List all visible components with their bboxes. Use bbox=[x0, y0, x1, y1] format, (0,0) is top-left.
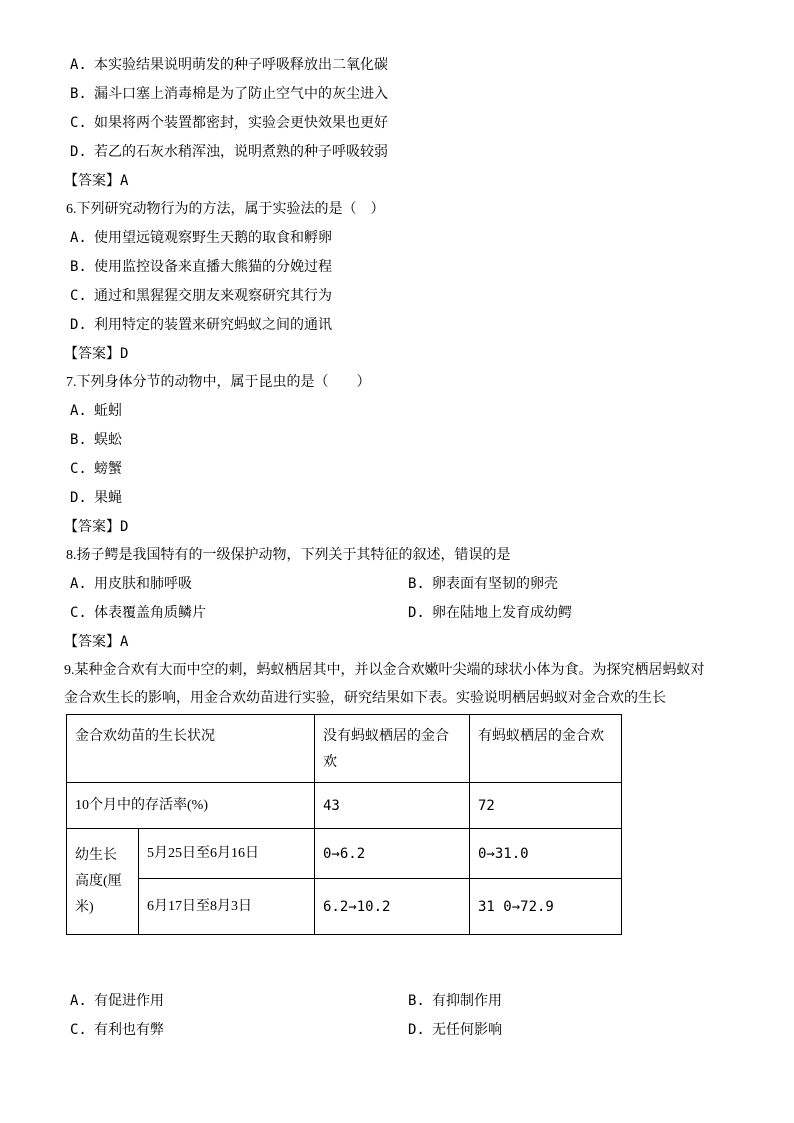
q5-option-d bbox=[64, 138, 730, 167]
q9-option-c bbox=[64, 1016, 402, 1045]
q8-stem: 8.扬子鳄是我国特有的一级保护动物，下列关于其特征的叙述，错误的是 bbox=[66, 548, 511, 563]
option-text: 果蝇 bbox=[94, 491, 122, 506]
option-letter: A. bbox=[70, 993, 87, 1009]
q9-stem-line-1: 9.某种金合欢有大而中空的刺，蚂蚁栖居其中，并以金合欢嫩叶尖端的球状小体为食。为探究栖居蚂蚁对 bbox=[64, 663, 705, 678]
q7-option-c bbox=[64, 455, 730, 484]
option-letter: C. bbox=[70, 1022, 87, 1038]
q8-option-d bbox=[402, 599, 572, 628]
option-letter: B. bbox=[70, 432, 87, 448]
answer-prefix: 【答案】 bbox=[64, 174, 120, 189]
table-header-with-ants: 有蚂蚁栖居的金合欢 bbox=[470, 715, 622, 783]
q7-option-d bbox=[64, 484, 730, 513]
table-header-growth-status: 金合欢幼苗的生长状况 bbox=[67, 715, 315, 783]
option-text: 漏斗口塞上消毒棉是为了防止空气中的灰尘进入 bbox=[94, 87, 388, 102]
q8-options-row-2 bbox=[64, 599, 730, 628]
q6-option-c bbox=[64, 282, 730, 311]
option-letter: A. bbox=[70, 403, 87, 419]
survival-rate-label: 10个月中的存活率(%) bbox=[67, 783, 315, 829]
q6-stem: 6.下列研究动物行为的方法，属于实验法的是（ ） bbox=[66, 202, 385, 217]
option-text: 蚯蚓 bbox=[94, 404, 122, 419]
option-text: 螃蟹 bbox=[94, 462, 122, 477]
answer-prefix: 【答案】 bbox=[64, 635, 120, 650]
q5-answer-line bbox=[64, 167, 730, 196]
q8-option-c bbox=[64, 599, 402, 628]
q5-option-a bbox=[64, 51, 730, 80]
option-letter: B. bbox=[408, 993, 425, 1009]
option-text: 本实验结果说明萌发的种子呼吸释放出二氧化碳 bbox=[94, 58, 388, 73]
option-letter: D. bbox=[408, 605, 425, 621]
q7-stem: 7.下列身体分节的动物中，属于昆虫的是（ ） bbox=[66, 375, 371, 390]
option-letter: D. bbox=[408, 1022, 425, 1038]
option-text: 蜈蚣 bbox=[94, 433, 122, 448]
option-text: 有利也有弊 bbox=[94, 1023, 164, 1038]
option-letter: C. bbox=[70, 461, 87, 477]
q8-answer-line bbox=[64, 628, 730, 657]
q5-option-c bbox=[64, 109, 730, 138]
option-letter: A. bbox=[70, 230, 87, 246]
q7-option-b bbox=[64, 426, 730, 455]
q6-answer-line bbox=[64, 340, 730, 369]
option-letter: A. bbox=[70, 576, 87, 592]
option-text: 有抑制作用 bbox=[432, 994, 502, 1009]
period-1-label: 5月25日至6月16日 bbox=[139, 829, 315, 879]
option-text: 无任何影响 bbox=[432, 1023, 502, 1038]
option-letter: C. bbox=[70, 115, 87, 131]
q6-option-b bbox=[64, 253, 730, 282]
answer-prefix: 【答案】 bbox=[64, 520, 120, 535]
q9-options-row-1 bbox=[64, 987, 730, 1016]
option-letter: D. bbox=[70, 317, 87, 333]
option-text: 卵表面有坚韧的卵壳 bbox=[432, 577, 558, 592]
table-header-without-ants: 没有蚂蚁栖居的金合欢 bbox=[315, 715, 470, 783]
survival-with-ants: 72 bbox=[470, 783, 622, 829]
option-text: 有促进作用 bbox=[94, 994, 164, 1009]
answer-prefix: 【答案】 bbox=[64, 347, 120, 362]
height-growth-label: 幼生长高度(厘米) bbox=[67, 829, 139, 935]
q9-option-b bbox=[402, 987, 502, 1016]
q8-options-row-1 bbox=[64, 570, 730, 599]
period-1-without-ants: 0→6.2 bbox=[315, 829, 470, 879]
option-text: 通过和黑猩猩交朋友来观察研究其行为 bbox=[94, 289, 332, 304]
q8-option-a bbox=[64, 570, 402, 599]
option-letter: B. bbox=[408, 576, 425, 592]
survival-without-ants: 43 bbox=[315, 783, 470, 829]
q5-option-b bbox=[64, 80, 730, 109]
q6-option-a bbox=[64, 224, 730, 253]
option-letter: B. bbox=[70, 86, 87, 102]
option-text: 利用特定的装置来研究蚂蚁之间的通讯 bbox=[94, 318, 332, 333]
q9-stem-line-2: 金合欢生长的影响，用金合欢幼苗进行实验，研究结果如下表。实验说明栖居蚂蚁对金合欢的生长 bbox=[64, 691, 666, 706]
option-text: 卵在陆地上发育成幼鳄 bbox=[432, 606, 572, 621]
option-text: 使用监控设备来直播大熊猫的分娩过程 bbox=[94, 260, 332, 275]
option-text: 若乙的石灰水稍浑浊，说明煮熟的种子呼吸较弱 bbox=[94, 145, 388, 160]
period-1-with-ants: 0→31.0 bbox=[470, 829, 622, 879]
option-text: 如果将两个装置都密封，实验会更快效果也更好 bbox=[94, 116, 388, 131]
q7-option-a bbox=[64, 397, 730, 426]
option-text: 使用望远镜观察野生天鹅的取食和孵卵 bbox=[94, 231, 332, 246]
period-2-with-ants: 31 0→72.9 bbox=[470, 879, 622, 935]
answer-value: D bbox=[120, 346, 129, 362]
answer-value: A bbox=[120, 173, 129, 189]
q7-answer-line bbox=[64, 513, 730, 542]
q9-option-d bbox=[402, 1016, 502, 1045]
q8-option-b bbox=[402, 570, 558, 599]
option-letter: C. bbox=[70, 288, 87, 304]
option-letter: C. bbox=[70, 605, 87, 621]
option-text: 用皮肤和肺呼吸 bbox=[94, 577, 192, 592]
period-2-label: 6月17日至8月3日 bbox=[139, 879, 315, 935]
option-text: 体表覆盖角质鳞片 bbox=[94, 606, 206, 621]
q9-options-row-2 bbox=[64, 1016, 730, 1045]
q9-growth-table bbox=[66, 714, 622, 935]
option-letter: D. bbox=[70, 144, 87, 160]
option-letter: A. bbox=[70, 57, 87, 73]
q6-option-d bbox=[64, 311, 730, 340]
q9-option-a bbox=[64, 987, 402, 1016]
answer-value: D bbox=[120, 519, 129, 535]
option-letter: B. bbox=[70, 259, 87, 275]
answer-value: A bbox=[120, 634, 129, 650]
option-letter: D. bbox=[70, 490, 87, 506]
period-2-without-ants: 6.2→10.2 bbox=[315, 879, 470, 935]
